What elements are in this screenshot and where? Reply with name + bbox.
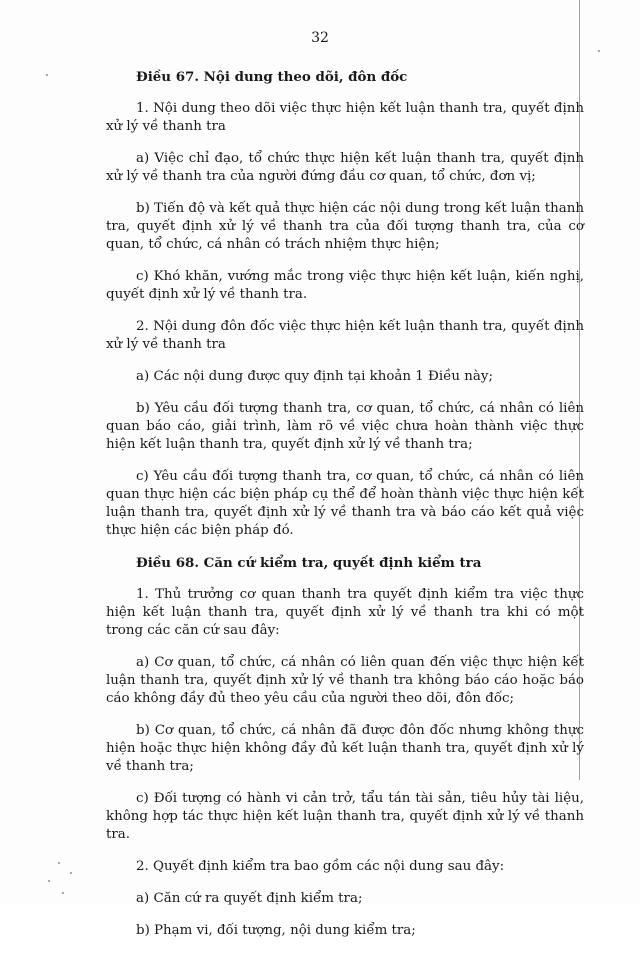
- paragraph: a) Việc chỉ đạo, tổ chức thực hiện kết luận thanh tra, quyết định xử lý về thanh tra của người đứng đầu cơ quan, tổ chức, đơn vị;: [106, 151, 584, 184]
- paragraph: 1. Nội dung theo dõi việc thực hiện kết luận thanh tra, quyết định xử lý về thanh tra: [106, 101, 584, 134]
- paragraph: a) Các nội dung được quy định tại khoản 1 Điều này;: [136, 369, 493, 384]
- paragraph: c) Khó khăn, vướng mắc trong việc thực hiện kết luận, kiến nghị, quyết định xử lý về thanh tra.: [106, 269, 584, 302]
- scan-speck: [58, 862, 60, 864]
- paragraph: a) Căn cứ ra quyết định kiểm tra;: [136, 891, 363, 906]
- paragraph: b) Yêu cầu đối tượng thanh tra, cơ quan, tổ chức, cá nhân có liên quan báo cáo, giải trình, làm rõ về việc chưa hoàn thành việc thực hiện kết luận thanh tra, quyết định xử lý về thanh tra;: [106, 401, 584, 452]
- scan-speck: [48, 880, 50, 882]
- scan-speck: [598, 50, 600, 52]
- document-body: [106, 68, 584, 954]
- article-68-title: Điều 68. Căn cứ kiểm tra, quyết định kiểm tra: [136, 555, 482, 571]
- scan-speck: [46, 74, 48, 76]
- paragraph: b) Cơ quan, tổ chức, cá nhân đã được đôn đốc nhưng không thực hiện hoặc thực hiện không đầy đủ kết luận thanh tra, quyết định xử lý về thanh tra;: [106, 723, 584, 774]
- paragraph: b) Phạm vi, đối tượng, nội dung kiểm tra;: [136, 923, 416, 938]
- scan-speck: [62, 892, 64, 894]
- paragraph: a) Cơ quan, tổ chức, cá nhân có liên quan đến việc thực hiện kết luận thanh tra, quyết định xử lý về thanh tra không báo cáo hoặc báo cáo không đầy đủ theo yêu cầu của người theo dõi, đôn đốc;: [106, 655, 584, 706]
- paragraph: c) Đối tượng có hành vi cản trở, tẩu tán tài sản, tiêu hủy tài liệu, không hợp tác thực hiện kết luận thanh tra, quyết định xử lý về thanh tra.: [106, 791, 584, 842]
- article-67-title: Điều 67. Nội dung theo dõi, đôn đốc: [136, 69, 408, 85]
- page-number: 32: [311, 30, 329, 46]
- scan-speck: [70, 872, 72, 874]
- paragraph: b) Tiến độ và kết quả thực hiện các nội dung trong kết luận thanh tra, quyết định xử lý về thanh tra của đối tượng thanh tra, của cơ quan, tổ chức, cá nhân có trách nhiệm thực hiện;: [106, 201, 585, 252]
- paragraph: 2. Quyết định kiểm tra bao gồm các nội dung sau đây:: [136, 859, 505, 874]
- paragraph: 2. Nội dung đôn đốc việc thực hiện kết luận thanh tra, quyết định xử lý về thanh tra: [106, 319, 584, 352]
- paragraph: c) Yêu cầu đối tượng thanh tra, cơ quan, tổ chức, cá nhân có liên quan thực hiện các biện pháp cụ thể để hoàn thành việc thực hiện kết luận thanh tra, quyết định xử lý về thanh tra và báo cáo kết quả việc thực hiện các biện pháp đó.: [106, 469, 584, 538]
- paragraph: 1. Thủ trưởng cơ quan thanh tra quyết định kiểm tra việc thực hiện kết luận thanh tra, quyết định xử lý về thanh tra khi có một trong các căn cứ sau đây:: [106, 587, 584, 638]
